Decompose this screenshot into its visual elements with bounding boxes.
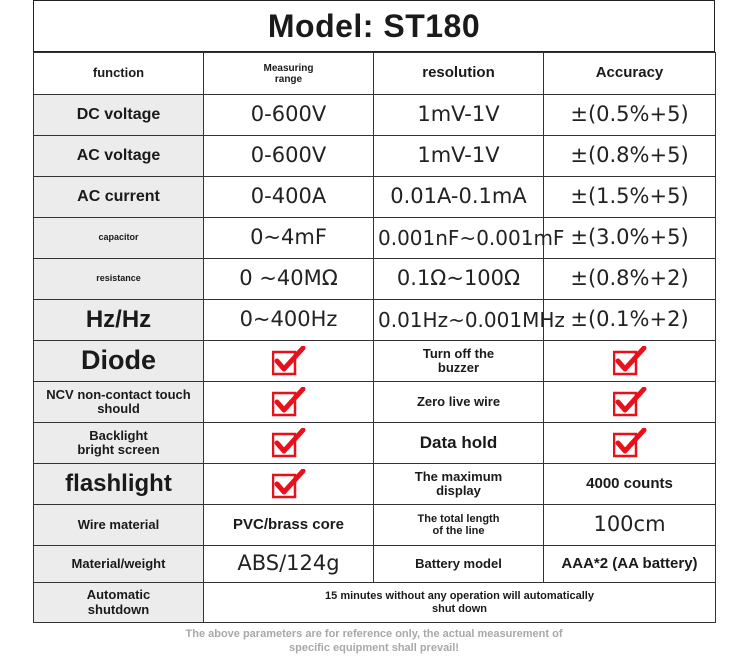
wire-material-label: Wire material [34,505,204,546]
header-row [34,53,716,95]
table-row [34,341,716,382]
backlight-label: Backlight bright screen [34,423,204,464]
table-row [34,259,716,300]
resolution-value: 0.001nF~0.001mF [374,218,544,259]
data-hold-label: Data hold [374,423,544,464]
function-label: capacitor [34,218,204,259]
accuracy-value: ±(0.8%+5) [544,136,716,177]
model-title: Model: ST180 [33,0,715,52]
total-length-value: 100cm [544,505,716,546]
accuracy-value: ±(0.5%+5) [544,95,716,136]
red-checkmark-icon [272,387,306,417]
disclaimer-line-2: specific equipment shall prevail! [289,641,459,654]
table-row [34,464,716,505]
max-display-label: The maximum display [374,464,544,505]
header-accuracy: Accuracy [544,53,716,95]
buzzer-check-cell [544,341,716,382]
backlight-check-cell [204,423,374,464]
ncv-label: NCV non-contact touch should [34,382,204,423]
function-label: AC voltage [34,136,204,177]
range-value: 0~400Hz [204,300,374,341]
red-checkmark-icon [272,469,306,499]
accuracy-value: ±(3.0%+5) [544,218,716,259]
table-row [34,177,716,218]
red-checkmark-icon [613,387,647,417]
range-value: 0-600V [204,136,374,177]
auto-shutdown-label: Automatic shutdown [34,583,204,623]
table-row [34,136,716,177]
table-row [34,218,716,259]
function-label: resistance [34,259,204,300]
red-checkmark-icon [613,346,647,376]
range-value: 0 ~40MΩ [204,259,374,300]
zero-live-check-cell [544,382,716,423]
table-row [34,95,716,136]
table-row [34,300,716,341]
accuracy-value: ±(0.8%+2) [544,259,716,300]
function-label: AC current [34,177,204,218]
material-weight-value: ABS/124g [204,546,374,583]
red-checkmark-icon [613,428,647,458]
header-resolution: resolution [374,53,544,95]
resolution-value: 0.01A-0.1mA [374,177,544,218]
accuracy-value: ±(0.1%+2) [544,300,716,341]
resolution-value: 0.01Hz~0.001MHz [374,300,544,341]
zero-live-label: Zero live wire [374,382,544,423]
resolution-value: 0.1Ω~100Ω [374,259,544,300]
flashlight-check-cell [204,464,374,505]
table-row [34,505,716,546]
wire-material-value: PVC/brass core [204,505,374,546]
table-row [34,546,716,583]
red-checkmark-icon [272,428,306,458]
header-function: function [34,53,204,95]
disclaimer-line-1: The above parameters are for reference only, the actual measurement of [185,628,563,640]
max-display-value: 4000 counts [544,464,716,505]
flashlight-label: flashlight [34,464,204,505]
spec-table [33,52,716,623]
battery-value: AAA*2 (AA battery) [544,546,716,583]
battery-label: Battery model [374,546,544,583]
auto-shutdown-value: 15 minutes without any operation will automatically shut down [204,583,716,623]
table-row [34,423,716,464]
data-hold-check-cell [544,423,716,464]
buzzer-label: Turn off the buzzer [374,341,544,382]
resolution-value: 1mV-1V [374,136,544,177]
range-value: 0~4mF [204,218,374,259]
header-range: Measuring range [204,53,374,95]
resolution-value: 1mV-1V [374,95,544,136]
table-row [34,382,716,423]
diode-label: Diode [34,341,204,382]
material-weight-label: Material/weight [34,546,204,583]
function-label: Hz/Hz [34,300,204,341]
table-row [34,583,716,623]
total-length-label: The total length of the line [374,505,544,546]
disclaimer-footer [33,628,715,656]
red-checkmark-icon [272,346,306,376]
ncv-check-cell [204,382,374,423]
diode-check-cell [204,341,374,382]
function-label: DC voltage [34,95,204,136]
range-value: 0-600V [204,95,374,136]
accuracy-value: ±(1.5%+5) [544,177,716,218]
range-value: 0-400A [204,177,374,218]
